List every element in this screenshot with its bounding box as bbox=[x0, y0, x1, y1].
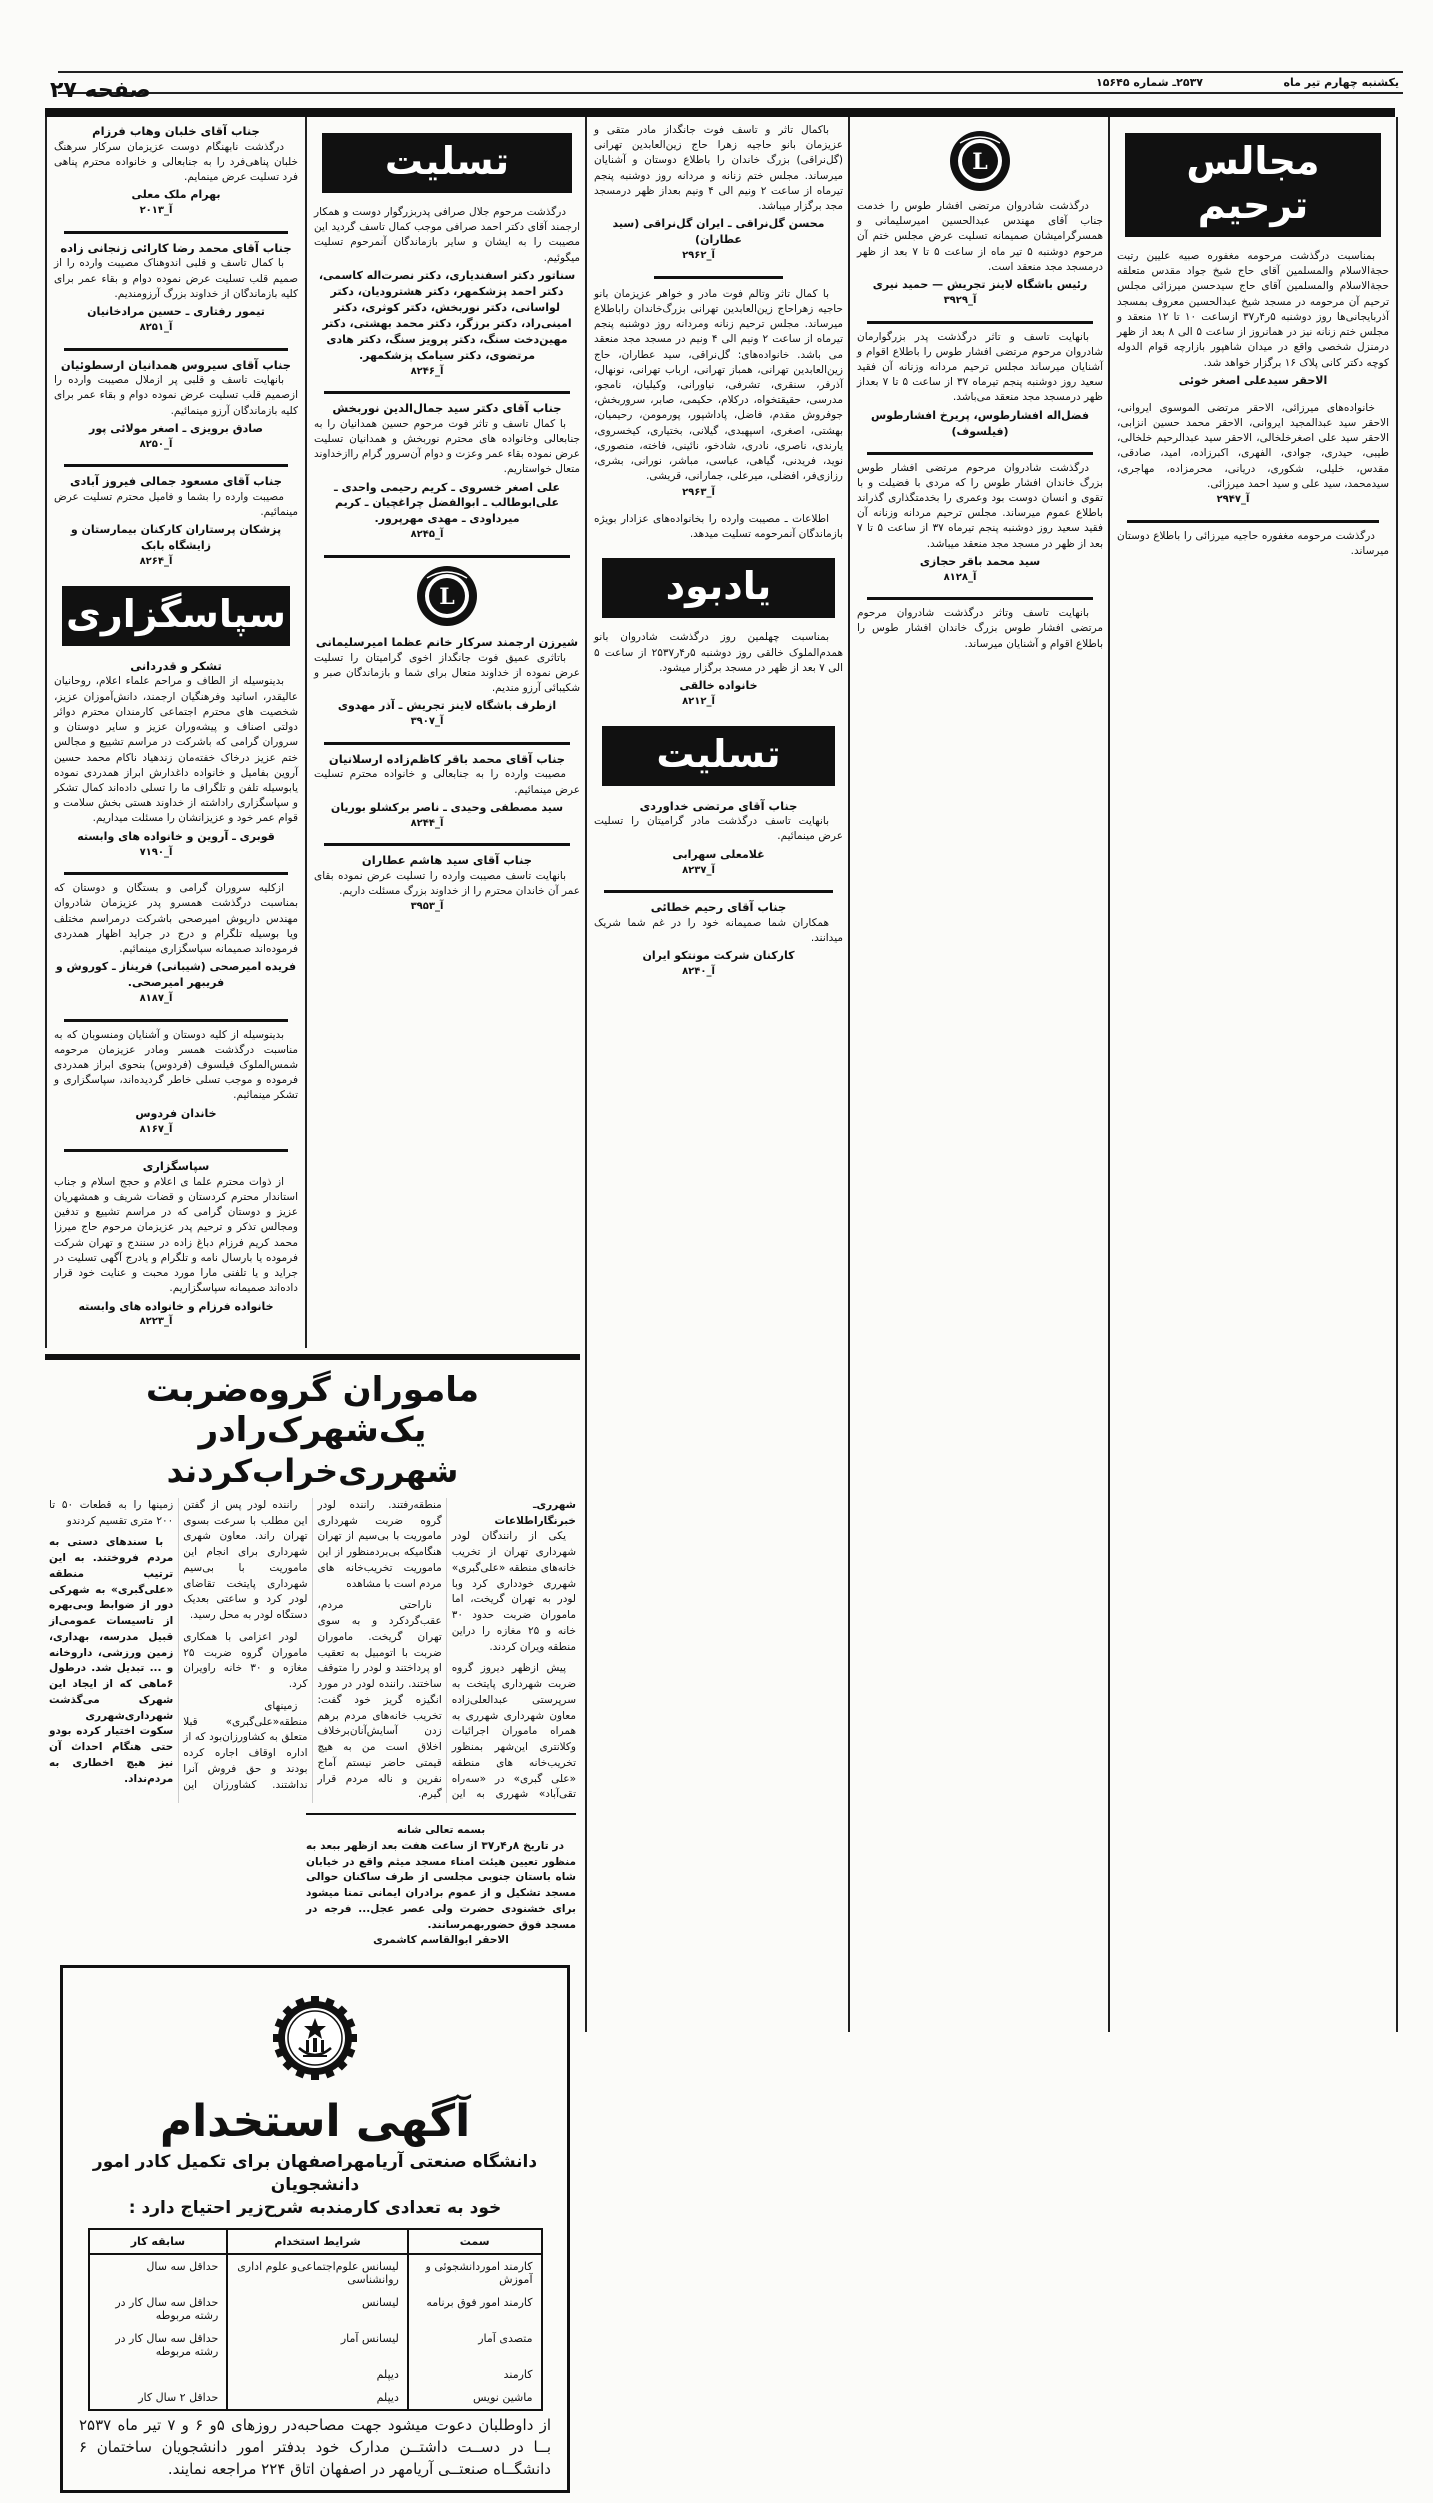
notice-code: آ_۳۹۵۳ bbox=[410, 901, 444, 913]
notice-code: آ_۸۱۸۷ bbox=[139, 993, 173, 1005]
notice-body: درگذشت شادروان مرتضی افشار طوس را خدمت جناب آقای مهندس عبدالحسین امیرسلیمانی و همسرگرامیشان صمیمانه تسلیت عرض مجلس ختم آن مرحوم دوشنبه ۵ تیر ماه از ساعت ۵ تا ۷ بعد از ظهر درمسجد مجد منعقد است. bbox=[857, 200, 1103, 273]
mosque-notice-title: بسمه تعالی شانه bbox=[396, 1824, 486, 1837]
table-row bbox=[89, 2386, 542, 2410]
notice-code: آ_۸۱۲۸ bbox=[943, 571, 977, 583]
table-cell: حداقل سه سال کار در رشته مربوطه bbox=[89, 2291, 228, 2327]
divider bbox=[324, 843, 570, 846]
notice-body: با کمال تاسف و قلبی اندوهناک مصیبت وارده را از صمیم قلب تسلیت عرض نموده دوام و بقاء عمر برای کلیه بازماندگان از خداوند بزرگ آرزومندیم. bbox=[54, 257, 298, 300]
header-issue: ۲۵۳۷ـ شماره ۱۵۶۴۵ bbox=[1095, 76, 1203, 89]
section-heading: سپاسگزاری bbox=[62, 586, 290, 646]
table-header: سمت bbox=[408, 2229, 542, 2254]
notice-body: بانهایت تاسف مصیبت وارده را تسلیت عرض نموده بقای عمر آن خاندان محترم را از خداوند بزرگ مسئلت داریم. bbox=[314, 869, 580, 898]
notice-title: جناب آقای سیروس همدانیان ارسطوئیان bbox=[60, 357, 292, 372]
article-headline: ماموران گروه‌ضربت یک‌شهرک‌رادر bbox=[145, 1369, 480, 1450]
notice bbox=[594, 287, 843, 506]
notice-signature: فضل‌اله افشارطوس، پریرخ افشارطوس (فیلسوف) bbox=[870, 408, 1090, 438]
notice-body: بانهایت تاسف و تاثر درگذشت پدر بزرگوارمان شادروان مرحوم مرتضی افشار طوس را باطلاع اقوام و آشنایان میرساند مجلس ترحیم مردانه وزنانه آن فقید سعید روز دوشنبه پنجم تیرماه ۳۷ از ساعت ۵ تا ۷ بعداز ظهر درمسجد مجد منعقد می‌باشد. bbox=[857, 330, 1103, 404]
notice-title: جناب آقای محمد رضا کارائی زنجانی زاده bbox=[60, 240, 292, 255]
divider bbox=[324, 391, 570, 394]
column-notices-3 bbox=[585, 117, 850, 2032]
ad-subtitle-line2: خود به تعدادی کارمندبه شرح‌زیر احتیاج دارد : bbox=[128, 2198, 502, 2219]
divider bbox=[64, 348, 288, 351]
notice bbox=[314, 400, 580, 549]
divider bbox=[64, 872, 288, 875]
section-heading: مجالس ترحیم bbox=[1125, 133, 1381, 237]
table-cell bbox=[89, 2363, 228, 2386]
article-paragraph: با سندهای دستی به مردم فروختند. به این ترتیب منطقه «علی‌گبری» به شهرکی دور از ضوابط وبی‌بهره از تاسیسات عمومی‌از قبیل مدرسه، بهداری، زمین ورزشی، داروخانه و ... تبدیل شد. درطول ۶ماهی که از ایجاد این شهرک می‌گذشت شهرداری‌شهرری سکوت اختیار کرده بودو حتی هنگام احداث آن نیز هیچ اخطاری به مردم‌نداد. bbox=[49, 1536, 174, 1785]
notice-code: آ_۸۲۵۱ bbox=[139, 322, 173, 334]
header-rule-bottom bbox=[58, 92, 1403, 94]
notice bbox=[54, 473, 298, 575]
mosque-notice-sign: الاحقر ابوالقاسم کاشمری bbox=[373, 1934, 509, 1947]
notice-signature: رئیس باشگاه لاینز تجریش — حمید نیری bbox=[872, 278, 1088, 292]
table-header: شرایط استخدام bbox=[227, 2229, 408, 2254]
notice-code: آ_۳۹۰۷ bbox=[410, 716, 444, 728]
notice-code: آ_۸۲۵۰ bbox=[139, 438, 173, 450]
table-row bbox=[89, 2254, 542, 2291]
table-header: سابقه کار bbox=[89, 2229, 228, 2254]
notice-title: تشکر و قدردانی bbox=[130, 658, 222, 673]
notice-body: همکاران شما صمیمانه خود را در غم شما شریک میدانند. bbox=[594, 916, 843, 944]
notice-signature: خانواده فرزام و خانواده های وابسته bbox=[78, 1299, 274, 1313]
notice bbox=[54, 658, 298, 866]
notice-body: بمناسبت چهلمین روز درگذشت شادروان بانو همدم‌الملوک خالقی روز دوشنبه ۵ر۴ر۲۵۳۷ از ساعت ۵ الی ۷ بعد از ظهر در مسجد برگزار میشود. bbox=[594, 631, 843, 674]
notice bbox=[314, 852, 580, 921]
notice-signature: محسن گل‌نراقی ـ ایران گل‌نراقی (سید عطاران) bbox=[612, 217, 825, 247]
notice-title: جناب آقای سید هاشم عطاران bbox=[361, 853, 533, 868]
notice-body: بانهایت تاسف و قلبی پر ازملال مصیبت وارده را ازصمیم قلب تسلیت عرض نموده دوام و بقاء عمر برای کلیه بازماندگان آرزو مینمائیم. bbox=[54, 374, 298, 417]
notice-code: آ_۳۹۲۹ bbox=[943, 295, 977, 307]
divider bbox=[604, 890, 833, 893]
notice bbox=[314, 205, 580, 385]
table-row bbox=[89, 2363, 542, 2386]
divider bbox=[654, 276, 783, 279]
notice-code: آ_۸۲۲۳ bbox=[139, 1316, 173, 1328]
notice-signature: خانواده خالقی bbox=[679, 679, 758, 693]
article-paragraph: ناراحتی مردم، عقب‌گردکرد و به سوی تهران گریخت. ماموران ضربت با اتومبیل به تعقیب او پرداختند و لودر را متوقف ساختند. راننده لودر در مورد انگیزه گریز خود گفت: تخریب خانه‌های مردم برهم زدن آسایش‌آنان‌برخلاف اخلاق است من به هیچ قیمتی حاضر نیستم آماج نفرین و ناله مردم قرار گیرم. bbox=[317, 1599, 442, 1801]
notice-code: آ_۲۹۴۷ bbox=[1216, 494, 1250, 505]
column-condolences bbox=[305, 117, 587, 1348]
notice-signature: سید محمد باقر حجازی bbox=[919, 554, 1041, 568]
table-cell: ماشین نویس bbox=[408, 2386, 542, 2410]
notice-signature: صادق برویزی ـ اصغر مولائی پور bbox=[89, 421, 263, 435]
table-row bbox=[89, 2327, 542, 2363]
notice-signature: کارکنان شرکت مونتکو ایران bbox=[642, 949, 795, 963]
article-paragraph: یکی از رانندگان لودر شهرداری تهران از تخریب خانه‌های منطقه «علی‌گبری» شهرری خودداری کرد وبا لودر به تهران گریخت، اما ماموران ضربت حدود ۳۰ خانه و ۲۵ مغازه را دراین منطقه ویران کردند. bbox=[451, 1530, 576, 1653]
svg-text:L: L bbox=[439, 583, 455, 610]
employment-ad bbox=[60, 1965, 570, 2493]
notice-body: مصیبت وارده را بشما و فامیل محترم تسلیت عرض مینمائیم. bbox=[54, 490, 298, 519]
section-heading: تسلیت bbox=[602, 726, 835, 786]
page-number: صفحه ۲۷ bbox=[50, 78, 151, 103]
notice-code: آ_۸۲۳۷ bbox=[682, 864, 715, 876]
notice bbox=[1117, 401, 1389, 514]
notice-title: جناب آقای محمد باقر کاظم‌زاده ارسلانیان bbox=[328, 751, 566, 766]
notice-body: بدینوسیله از الطاف و مراحم علماء اعلام، روحانیان عالیقدر، اساتید وفرهنگیان ارجمند، دانش‌آموزان عزیز، شخصیت های محترم اجتماعی کارمندان محترم دوائر دولتی اصناف و پیشه‌وران عزیز و سایر دوستان و سروران گرامی که باشرکت در مراسم تشییع و مجالس ختم عزیز درخاک خفته‌مان زندهیاد ناکام محمد حسین آروین بفامیل و خانواده داغدارش ابراز همدردی نموده یابوسیله تلفن و تلگراف ما را تسلی داده‌اند کمال تشکر و سپاسگزاری راداشته از خداوند هستی بخش سلامت و قوام عمر خود و عزیزانشان را مسئلت میداریم. bbox=[54, 675, 298, 825]
notice-code: آ_۲۹۶۳ bbox=[682, 486, 715, 498]
header-rule-top bbox=[58, 71, 1403, 73]
notice-title: جناب آقای دکتر سید جمال‌الدین نوربخش bbox=[332, 401, 562, 415]
notice-body: درگذشت شادروان مرحوم مرتضی افشار طوس بزرگ خاندان افشار طوس را که مردی با فضیلت و با تقوی و انسان دوست بود وعمری را بخدمتگذاری گذراند باطلاع عموم میرساند. مجلس ترحیم مردانه وزنانه آن فقید سعید روز دوشنبه پنجم تیرماه ۳۷ از ساعت ۵ تا ۷ بعد از ظهر در مسجد مجد منعقد میباشد. bbox=[857, 461, 1104, 550]
notice-code: آ_۸۲۴۵ bbox=[410, 529, 444, 541]
notice-code: آ_۸۱۶۷ bbox=[139, 1123, 173, 1135]
notice bbox=[1117, 529, 1389, 565]
notice-body: با کمال تاثر وتالم فوت مادر و خواهر عزیزمان بانو حاجیه زهراحاج زین‌العابدین تهرانی بزرگ‌خاندان راباطلاع میرساند. مجلس ترحیم زنانه ومردانه روز دوشنبه پنجم تیرماه از ساعت ۲ ونیم الی ۴ ونیم در مسجد مجد منعقد می باشد. خانواده‌های: گل‌نراقی، سید عطاران، حاج زین‌العابدین تهرانی، همباز تهرانی، ارباب تهرانی، نونهال، آذرفر، سنقری، تشرفی، نیاورانی، وکیلیان، نامجو، مدرسی، حقیقتخواه، درکلام، حکیمی، صابر، سروربخش، جوفروش مقدم، فاضل، پاداشپور، پورمومن، رحیمیان، بهشتی، اصغری، اسپهبدی، گیلانی، بختیاری، کیخسروی، یارندی، ناصری، نادری، شادخو، نائینی، فاخته، منصوری، نوید، فریدنی، گیاهی، عباسی، مباشر، نورانی، بشری، رزازی‌فر، افضلی، میرعلی، جمارانی، قریشی. bbox=[594, 287, 843, 483]
notice bbox=[1117, 249, 1389, 395]
notice-signature: غلامعلی سهرابی bbox=[672, 847, 765, 861]
left-top-columns bbox=[45, 117, 587, 1348]
table-cell: کارمند bbox=[408, 2363, 542, 2386]
notice-signature: خاندان فردوس bbox=[135, 1106, 217, 1120]
notice-body: از ذوات محترم علما ی اعلام و حجج اسلام و جناب استاندار محترم کردستان و قضات شریف و همشهریان عزیز و دوستان گرامی که در مراسم تشییع و تدفین ومجالس تذکر و ترحیم پدر عزیزمان مرحوم حاج میرزا محمد کریم فرزام دباغ زاده در سنندج و تهران شرکت فرموده یا بارسال نامه و تلگرام و یادرج آگهی تسلیت در جراید و یا تلفنی مارا مورد محبت و عنایت خود قرار داده‌اند صمیمانه سپاسگزاریم. bbox=[54, 1175, 298, 1295]
positions-table bbox=[88, 2228, 543, 2411]
notice-body: درگذشت نابهنگام دوست عزیزمان سرکار سرهنگ خلبان پناهی‌فرد را به جنابعالی و خانواده محترم پناهی فرد تسلیت عرض مینمایم. bbox=[54, 140, 298, 184]
top-black-bar bbox=[45, 108, 1395, 117]
lions-club-logo-icon bbox=[857, 129, 1103, 193]
table-cell: دیپلم bbox=[227, 2363, 408, 2386]
notice-body: بمناسبت درگذشت مرحومه مغفوره صبیه علیین رتبت حجةالاسلام والمسلمین آقای حاج شیخ جواد مقدس متعلقه حجةالاسلام والمسلمین آقای حاج سیدحسن میرزائی مجلس ترحیم آن مرحومه در مسجد شیخ عبدالحسین معروف بمسجد آذربایجانی‌ها روز دوشنبه ۵ر۴ر۳۷ ازساعت ۱۰ تا ۱۲ منعقد و مجلس ختم زنانه نیز در همانروز از ساعت ۵ الی ۸ بعد از ظهر درمنزل شخصی واقع در میدان شاهپور بازارچه قوام الدوله کوچه دکتر کانی پلاک ۱۶ برگزار خواهد شد. bbox=[1117, 250, 1389, 369]
header-date: یکشنبه چهارم تیر ماه bbox=[1283, 76, 1399, 89]
article-paragraph: لودر اعزامی با همکاری ماموران گروه ضربت ۲۵ مغازه و ۳۰ خانه راویران کرد. bbox=[183, 1630, 308, 1691]
university-seal-icon bbox=[73, 1996, 557, 2080]
divider bbox=[324, 555, 570, 558]
notice bbox=[54, 1028, 298, 1144]
table-cell: کارمند امور فوق برنامه bbox=[408, 2291, 542, 2327]
table-cell: لیسانس علوم‌اجتماعی‌و علوم اداری روانشناسی bbox=[227, 2254, 408, 2291]
notice-signature: بهرام ملک معلی bbox=[131, 188, 221, 202]
notice bbox=[54, 240, 298, 342]
notice bbox=[54, 357, 298, 459]
table-cell: متصدی آمار bbox=[408, 2327, 542, 2363]
notice bbox=[54, 881, 298, 1012]
ad-subtitle bbox=[73, 2151, 557, 2220]
notice bbox=[594, 630, 843, 715]
table-cell: حداقل سه سال bbox=[89, 2254, 228, 2291]
divider bbox=[1127, 520, 1379, 523]
column-notices-2 bbox=[848, 117, 1110, 2032]
table-cell: لیسانس آمار bbox=[227, 2327, 408, 2363]
notice bbox=[314, 751, 580, 838]
notice-signature: فریده امیرصحی (شیبانی) فریناز ـ کوروش و فریبهر امیرصحی. bbox=[55, 960, 297, 990]
mosque-notice bbox=[306, 1813, 576, 1949]
notice bbox=[594, 899, 843, 986]
notice-body: بانهایت تاسف وتاثر درگذشت شادروان مرحوم مرتضی افشار طوس بزرگ خاندان افشار طوس را باطلاع اقوام و آشنایان میرساند. bbox=[857, 607, 1103, 650]
notice bbox=[857, 606, 1103, 658]
notice-title: جناب آقای رحیم خطائی bbox=[650, 900, 787, 915]
section-heading: تسلیت bbox=[322, 133, 572, 193]
divider bbox=[64, 464, 288, 467]
ad-subtitle-line1: دانشگاه صنعتی آریامهراصفهان برای تکمیل کادر امور دانشجویان bbox=[92, 2152, 538, 2196]
notice-title: جناب آقای مرتضی خداوردی bbox=[639, 798, 798, 813]
notice-signature: پزشکان پرستاران کارکنان بیمارستان و زایشگاه بابک bbox=[70, 523, 282, 553]
section-heading: یادبود bbox=[602, 558, 835, 618]
notice-body: بدینوسیله از کلیه دوستان و آشنایان ومنسوبان که به مناسبت درگذشت همسر ومادر عزیزمان مرحومه شمس‌الملوک فیلسوف (فردوس) بنحوی ابراز همدردی فرموده و موجب تسلی خاطر گردیده‌اند، سپاسگزاری و تشکر مینمائیم. bbox=[54, 1028, 298, 1102]
notice-body: بانهایت تاسف درگذشت مادر گرامیتان را تسلیت عرض مینمائیم. bbox=[594, 815, 843, 843]
notice-body: باکمال تاثر و تاسف فوت جانگداز مادر متقی و عزیزمان بانو حاجیه زهرا حاج زین‌العابدین تهرانی (گل‌نراقی) بزرگ خاندان را باطلاع دوستان و آشنایان میرساند. مجلس ختم زنانه و مردانه روز دوشنبه پنجم تیرماه از ساعت ۲ ونیم الی ۴ ونیم بعداز ظهر درمسجد مجد برگزار میباشد. bbox=[594, 124, 843, 213]
notice-code: آ_۷۱۹۰ bbox=[139, 846, 173, 858]
notice-signature: الاحقر سیدعلی اصغر خوئی bbox=[1178, 373, 1328, 387]
notice-signature: سید مصطفی وحیدی ـ ناصر برکشلو بوریان bbox=[330, 800, 564, 814]
notice-code: آ_۸۲۴۴ bbox=[410, 817, 444, 829]
mosque-notice-body: در تاریخ ۸ر۴ر۳۷ از ساعت هفت بعد ازظهر ببعد به منظور تعیین هیئت امناء مسجد میثم واقع در خیابان شاه باستان جنوبی مجلسی از طرف ساکنان حوالی مسجد تشکیل و از عموم برادران ایمانی تمنا میشود برای خشنودی حضرت ولی عصر عجل... فرجه در مسجد فوق حضوربهمرسانند. bbox=[306, 1839, 576, 1931]
notice-title: جناب آقای مسعود جمالی فیروز آبادی bbox=[69, 474, 283, 489]
ad-title: آگهی استخدام bbox=[159, 2096, 471, 2148]
article-headline-line2: شهرری‌خراب‌کردند bbox=[166, 1451, 459, 1490]
notice-code: آ_۸۲۴۰ bbox=[682, 966, 715, 978]
table-cell: لیسانس bbox=[227, 2291, 408, 2327]
notice bbox=[594, 512, 843, 548]
notice-signature: قوبری ـ آروین و خانواده های وابسته bbox=[77, 829, 275, 843]
notice bbox=[314, 634, 580, 736]
notice-code: آ_۸۲۶۴ bbox=[139, 556, 173, 568]
notice-body: درگذشت مرحومه مغفوره حاجیه میرزائی را باطلاع دوستان میرساند. bbox=[1117, 529, 1389, 557]
divider bbox=[64, 1019, 288, 1022]
notice-title: شیرزن ارجمند سرکار خانم عظما امیرسلیمانی bbox=[315, 634, 579, 649]
notice bbox=[594, 798, 843, 885]
table-cell: کارمند اموردانشجوئی و آموزش bbox=[408, 2254, 542, 2291]
notice-title: جناب آقای خلبان وهاب فرزام bbox=[92, 124, 260, 138]
article-byline: شهرری‌ـ خبرنگاراطلاعات bbox=[494, 1498, 576, 1527]
notice-signature: علی اصغر خسروی ـ کریم رحیمی واحدی ـ علی‌ابوطالب ـ ابوالفضل چراغچیان ـ کریم میرداودی ـ مهدی مهرپرور. bbox=[333, 480, 560, 526]
notice-body: اطلاعات ـ مصیبت وارده را بخانواده‌های عزادار بویژه بازماندگان آنمرحومه تسلیت میدهد. bbox=[594, 513, 843, 541]
notice-body: با کمال تاسف و تاثر فوت مرحوم حسین همدانیان را به جنابعالی وخانواده های محترم نوربخش و همدانیان تسلیت عرض نموده بقاء عمر وعزت و دوام آن‌سرور گرام راازخداوند متعال خواستاریم. bbox=[314, 417, 580, 476]
news-article bbox=[45, 1354, 580, 1955]
article-paragraph: پیش ازظهر دیروز گروه ضربت شهرداری پایتخت به سرپرستی عبدالعلی‌زاده معاون شهرداری شهرری به همراه ماموران اجرائیات وکلانتری این‌شهر بمنظور تخریب‌خانه های منطقه «علی گبری» در «سه‌راه تقی‌آباد» شهرری به این منطقه‌رفتند. راننده لودر گروه ضربت شهرداری ماموریت با بی‌سیم از تهران هنگامیکه بی‌بردمنظور از این ماموریت تخریب‌خانه های مردم است با مشاهده bbox=[317, 1498, 576, 1801]
notice-body: باتاثری عمیق فوت جانگداز اخوی گرامیتان را تسلیت عرض نموده از خداوند متعال برای شما و بازماندگان صبر و شکیبائی آرزو مندیم. bbox=[314, 651, 580, 694]
notice-title: سپاسگزاری bbox=[142, 1159, 210, 1174]
notice bbox=[54, 123, 298, 225]
notice bbox=[857, 461, 1103, 592]
svg-text:L: L bbox=[972, 149, 988, 175]
notice-body: ازکلیه سروران گرامی و بستگان و دوستان که بمناسبت درگذشت همسرو پدر عزیزمان شادروان مهندس داریوش امیرصحی باشرکت درمراسم مختلف ویا بوسیله تلگرام و درج در جراید اظهار همدردی فرموده‌اند صمیمانه سپاسگزاری مینمائیم. bbox=[54, 882, 298, 955]
notice bbox=[54, 1158, 298, 1336]
column-memorials bbox=[1108, 117, 1398, 2032]
table-cell: دیپلم bbox=[227, 2386, 408, 2410]
notice-signature: تیمور رفتاری ـ حسین مرادخانیان bbox=[87, 305, 265, 319]
notice-body: مصیبت وارده را به جنابعالی و خانواده محترم تسلیت عرض مینمائیم. bbox=[314, 768, 580, 796]
divider bbox=[64, 1149, 288, 1152]
notice bbox=[857, 199, 1103, 315]
table-row bbox=[89, 2291, 542, 2327]
article-body bbox=[49, 1498, 576, 1803]
divider bbox=[867, 597, 1093, 600]
lions-club-logo-icon bbox=[314, 564, 580, 628]
notice-body: خانواده‌های میرزائی، الاحقر مرتضی الموسوی ایروانی، الاحقر سید عبدالمجید ایروانی، الاحقر محمد حسین انزابی، الاحقر سید علی اصغرخلخالی، الاحقر سید عبدالرحیم خلخالی، طیبی، حیدری، جوادی، الفهری، اکبرزاده، امید، صادقی، مقدس، خلیلی، شکوری، دریانی، محرمزاده، مهاجری، سیدمحمد، سید علی و سید احمد میرزائی. bbox=[1117, 401, 1389, 490]
column-gratitude bbox=[45, 117, 305, 1348]
divider bbox=[867, 452, 1093, 455]
notice-code: آ_۲۰۱۳ bbox=[139, 205, 173, 217]
left-region bbox=[45, 117, 587, 2503]
article-paragraph: زمینهای منطقه«علی‌گبری» قبلا متعلق به کشاورزان‌بود که از اداره اوقاف اجاره کرده بودند و حق فروش آنرا نداشتند. کشاورزان این زمینها را به قطعات ۵۰ تا ۲۰۰ متری تقسیم کردندو bbox=[49, 1498, 308, 1791]
notice-body: درگذشت مرحوم جلال صرافی پدربزرگوار دوست و همکار ارجمند آقای دکتر احمد صرافی موجب کمال تاسف گردید این مصیبت را به ایشان و سایر بازماندگان آنمرحوم تسلیت میگوئیم. bbox=[314, 206, 580, 264]
notice bbox=[594, 123, 843, 270]
divider bbox=[324, 742, 570, 745]
notice bbox=[857, 330, 1103, 446]
notice-signature: سناتور دکتر اسفندیاری، دکتر نصرت‌اله کاسمی، دکتر احمد پزشکمهر، دکتر هشترودیان، دکتر لواسانی، دکتر نوربخش، دکتر کوثری، دکتر امینی‌راد، دکتر برزگر، دکتر محمد بهشتی، دکتر مهین‌دخت سنگ، دکتر پرویز سنگ، دکتر هادی مرتضوی، دکتر سیامک پزشکمهر. bbox=[318, 268, 576, 362]
notice-signature: ازطرف باشگاه لاینز تجریش ـ آذر مهدوی bbox=[337, 699, 557, 713]
table-cell: حداقل ۲ سال کار bbox=[89, 2386, 228, 2410]
notice-code: آ_۲۹۶۲ bbox=[682, 250, 715, 262]
divider bbox=[64, 231, 288, 234]
notice-code: آ_۸۲۴۶ bbox=[410, 365, 444, 377]
divider bbox=[867, 321, 1093, 324]
article-paragraph: راننده لودر پس از گفتن این مطلب با سرعت بسوی تهران راند. معاون شهری شهرداری برای انجام این ماموریت با بی‌سیم شهرداری پایتخت تقاضای لودر کرد و ساعتی بعدیک دستگاه لودر به محل رسید. bbox=[183, 1498, 308, 1622]
notice-code: آ_۸۲۱۲ bbox=[682, 696, 715, 708]
ad-footer: از داوطلبان دعوت میشود جهت مصاحبه‌در روزهای ۵و ۶ و ۷ تیر ماه ۲۵۳۷ بــا در دســت داشتــن مدارک خود بدفتر امور دانشجویان ساختمان ۶ دانشگــاه صنعتــی آریامهر در اصفهان اتاق ۲۲۴ مراجعه نمایند. bbox=[79, 2416, 552, 2478]
table-cell: حداقل سه سال کار در رشته مربوطه bbox=[89, 2327, 228, 2363]
